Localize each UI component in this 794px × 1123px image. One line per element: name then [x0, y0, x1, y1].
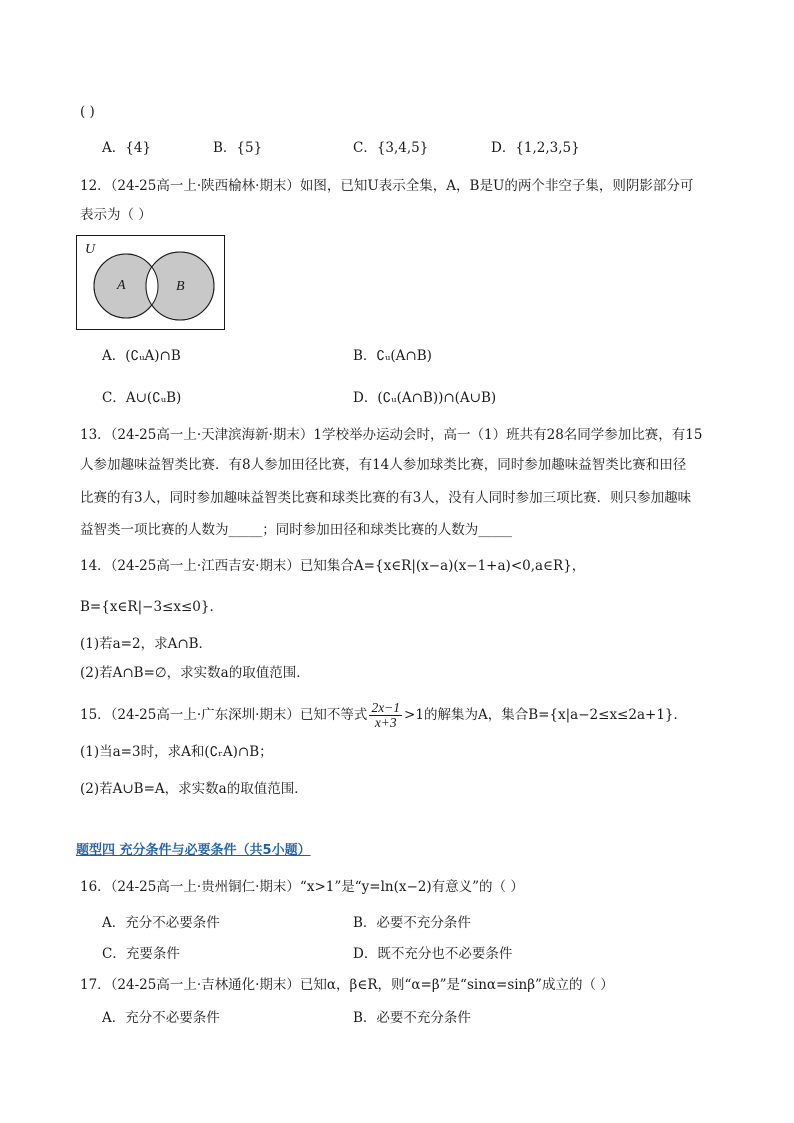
q16-option-c: C．充要条件: [102, 946, 180, 962]
q11-option-a: A．{4}: [102, 140, 152, 156]
q12-option-b: B．∁ᵤ(A∩B): [353, 348, 432, 364]
q12-stem-line2: 表示为（ ）: [80, 207, 152, 223]
q15-part1: (1)当a=3时，求A和(∁ᵣA)∩B；: [80, 744, 273, 760]
q15-fraction-denominator: x+3: [374, 715, 397, 730]
venn-label-u: U: [85, 242, 96, 257]
q14-stem-line1: 14．（24-25高一上·江西吉安·期末）已知集合A={x∈R|(x−a)(x−1+a)<0,a∈R}，: [80, 558, 586, 574]
q17-option-a: A．充分不必要条件: [102, 1010, 220, 1026]
q14-part1: (1)若a=2，求A∩B．: [80, 636, 213, 652]
q14-stem-line2: B={x∈R|−3≤x≤0}．: [80, 599, 223, 615]
q11-option-c: C．{3,4,5}: [353, 140, 429, 156]
q13-stem-line4: 益智类一项比赛的人数为_____；同时参加田径和球类比赛的人数为_____: [80, 522, 512, 538]
q15-stem-pre: 15．（24-25高一上·广东深圳·期末）已知不等式: [80, 707, 368, 723]
q13-stem-line3: 比赛的有3人，同时参加趣味益智类比赛和球类比赛的有3人，没有人同时参加三项比赛．则只参加趣味: [80, 490, 692, 506]
q16-option-b: B．必要不充分条件: [353, 915, 471, 931]
q16-option-d: D．既不充分也不必要条件: [353, 946, 513, 962]
q12-option-d: D．(∁ᵤ(A∩B))∩(A∪B): [353, 390, 497, 406]
q15-part2: (2)若A∪B=A，求实数a的取值范围．: [80, 781, 308, 797]
q14-part2: (2)若A∩B=∅，求实数a的取值范围．: [80, 665, 310, 681]
q12-option-c: C．A∪(∁ᵤB): [102, 390, 182, 406]
venn-diagram: [76, 235, 226, 331]
q12-stem-line1: 12．（24-25高一上·陕西榆林·期末）如图，已知U表示全集，A，B是U的两个非空子集，则阴影部分可: [80, 178, 694, 194]
q13-stem-line2: 人参加趣味益智类比赛．有8人参加田径比赛，有14人参加球类比赛，同时参加趣味益智类比赛和田径: [80, 457, 687, 473]
q15-stem-line1: [80, 700, 687, 730]
q15-fraction: [369, 701, 402, 730]
venn-label-a: A: [117, 278, 126, 293]
q11-option-d: D．{1,2,3,5}: [491, 140, 580, 156]
venn-label-b: B: [176, 279, 185, 294]
q13-stem-line1: 13．（24-25高一上·天津滨海新·期末）1学校举办运动会时，高一（1）班共有28名同学参加比赛，有15: [80, 427, 703, 443]
q11-answer-paren: ( ): [80, 104, 95, 120]
q16-stem: 16．（24-25高一上·贵州铜仁·期末）“x>1”是“y=ln(x−2)有意义”的（ ）: [80, 879, 524, 895]
q11-option-b: B．{5}: [213, 140, 263, 156]
q15-fraction-numerator: 2x−1: [371, 700, 401, 715]
q12-option-a: A．(∁ᵤA)∩B: [102, 348, 181, 364]
q15-stem-post: >1的解集为A，集合B={x|a−2≤x≤2a+1}．: [404, 707, 687, 723]
q16-option-a: A．充分不必要条件: [102, 915, 220, 931]
q17-option-b: B．必要不充分条件: [353, 1010, 471, 1026]
q17-stem: 17．（24-25高一上·吉林通化·期末）已知α，β∈R，则“α=β”是“sinα=sinβ”成立的（ ）: [80, 977, 614, 993]
section-heading-type4: 题型四 充分条件与必要条件（共5小题）: [76, 843, 311, 858]
